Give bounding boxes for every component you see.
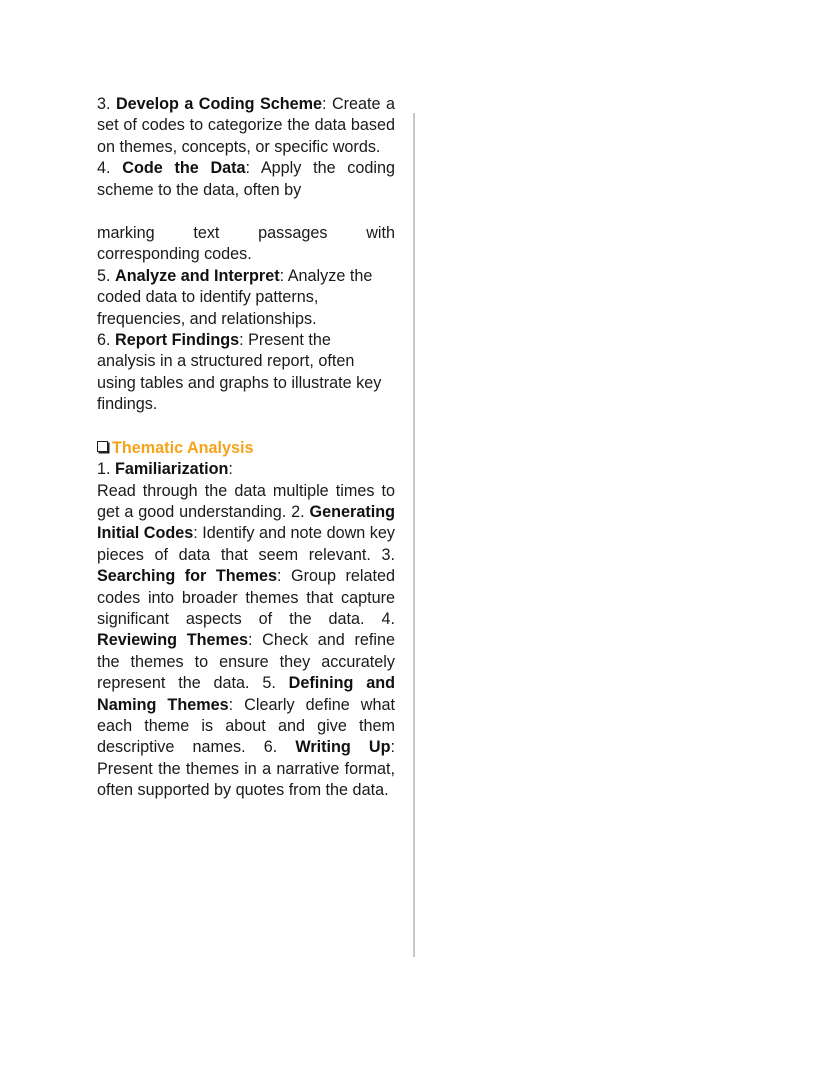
step-text-line: coded data to identify patterns, (97, 288, 319, 307)
thematic-paragraph (97, 481, 395, 802)
step-title: Generating Initial Codes (97, 502, 395, 543)
step-3 (97, 94, 395, 158)
step-text: Read through the data multiple times to get a good understanding. 2. (97, 481, 395, 521)
step-5 (97, 266, 395, 287)
step-text-line: frequencies, and relationships. (97, 309, 317, 328)
step-4-continued-end: corresponding codes. (97, 245, 252, 264)
step-title: Report Findings (115, 331, 240, 350)
step-text-line: analysis in a structured report, often (97, 352, 355, 371)
step-title: Code the Data (122, 159, 246, 178)
step-text: : Present the (239, 331, 331, 350)
column-divider-rule (413, 113, 415, 957)
step-title: Analyze and Interpret (115, 266, 280, 285)
step-text: : Analyze the (279, 266, 373, 285)
step-text: : Create a set of codes to categorize the data based on themes, concepts, or specific words. (97, 95, 395, 156)
step-number: 1. (97, 460, 111, 479)
step-4-continued (97, 223, 395, 244)
step-text-line: using tables and graphs to illustrate key (97, 373, 382, 392)
step-text: : Apply the coding scheme to the data, often by (97, 159, 395, 199)
thematic-heading (97, 438, 395, 459)
step-text-line: findings. (97, 395, 158, 414)
step-text: : Group related codes into broader themes that capture significant aspects of the data. 4. (97, 567, 395, 628)
step-6 (97, 330, 395, 351)
step-text: marking text passages with (97, 224, 395, 243)
step-text: : Present the themes in a narrative format, often supported by quotes from the data. (97, 738, 395, 800)
step-text: : Clearly define what each theme is about and give them descriptive names. 6. (97, 695, 395, 757)
text-column (97, 94, 395, 802)
step-title: Writing Up (295, 738, 391, 757)
step-4 (97, 158, 395, 201)
section-gap (97, 416, 395, 438)
colon: : (228, 460, 233, 479)
step-number: 4. (97, 159, 111, 178)
step-title: Defining and Naming Themes (97, 674, 395, 714)
checkbox-bullet-icon (97, 441, 108, 452)
page-gap (97, 201, 395, 223)
thematic-step-1 (97, 459, 395, 480)
section-heading: Thematic Analysis (112, 438, 254, 457)
step-title: Reviewing Themes (97, 631, 248, 650)
step-number: 6. (97, 331, 111, 350)
step-title: Searching for Themes (97, 567, 278, 586)
step-number: 5. (97, 266, 111, 285)
step-text: : Identify and note down key pieces of data that seem relevant. 3. (97, 524, 396, 564)
step-title: Familiarization (115, 460, 229, 479)
step-number: 3. (97, 95, 111, 113)
step-text: : Check and refine the themes to ensure they accurately represent the data. 5. (97, 631, 395, 693)
step-title: Develop a Coding Scheme (115, 95, 323, 113)
